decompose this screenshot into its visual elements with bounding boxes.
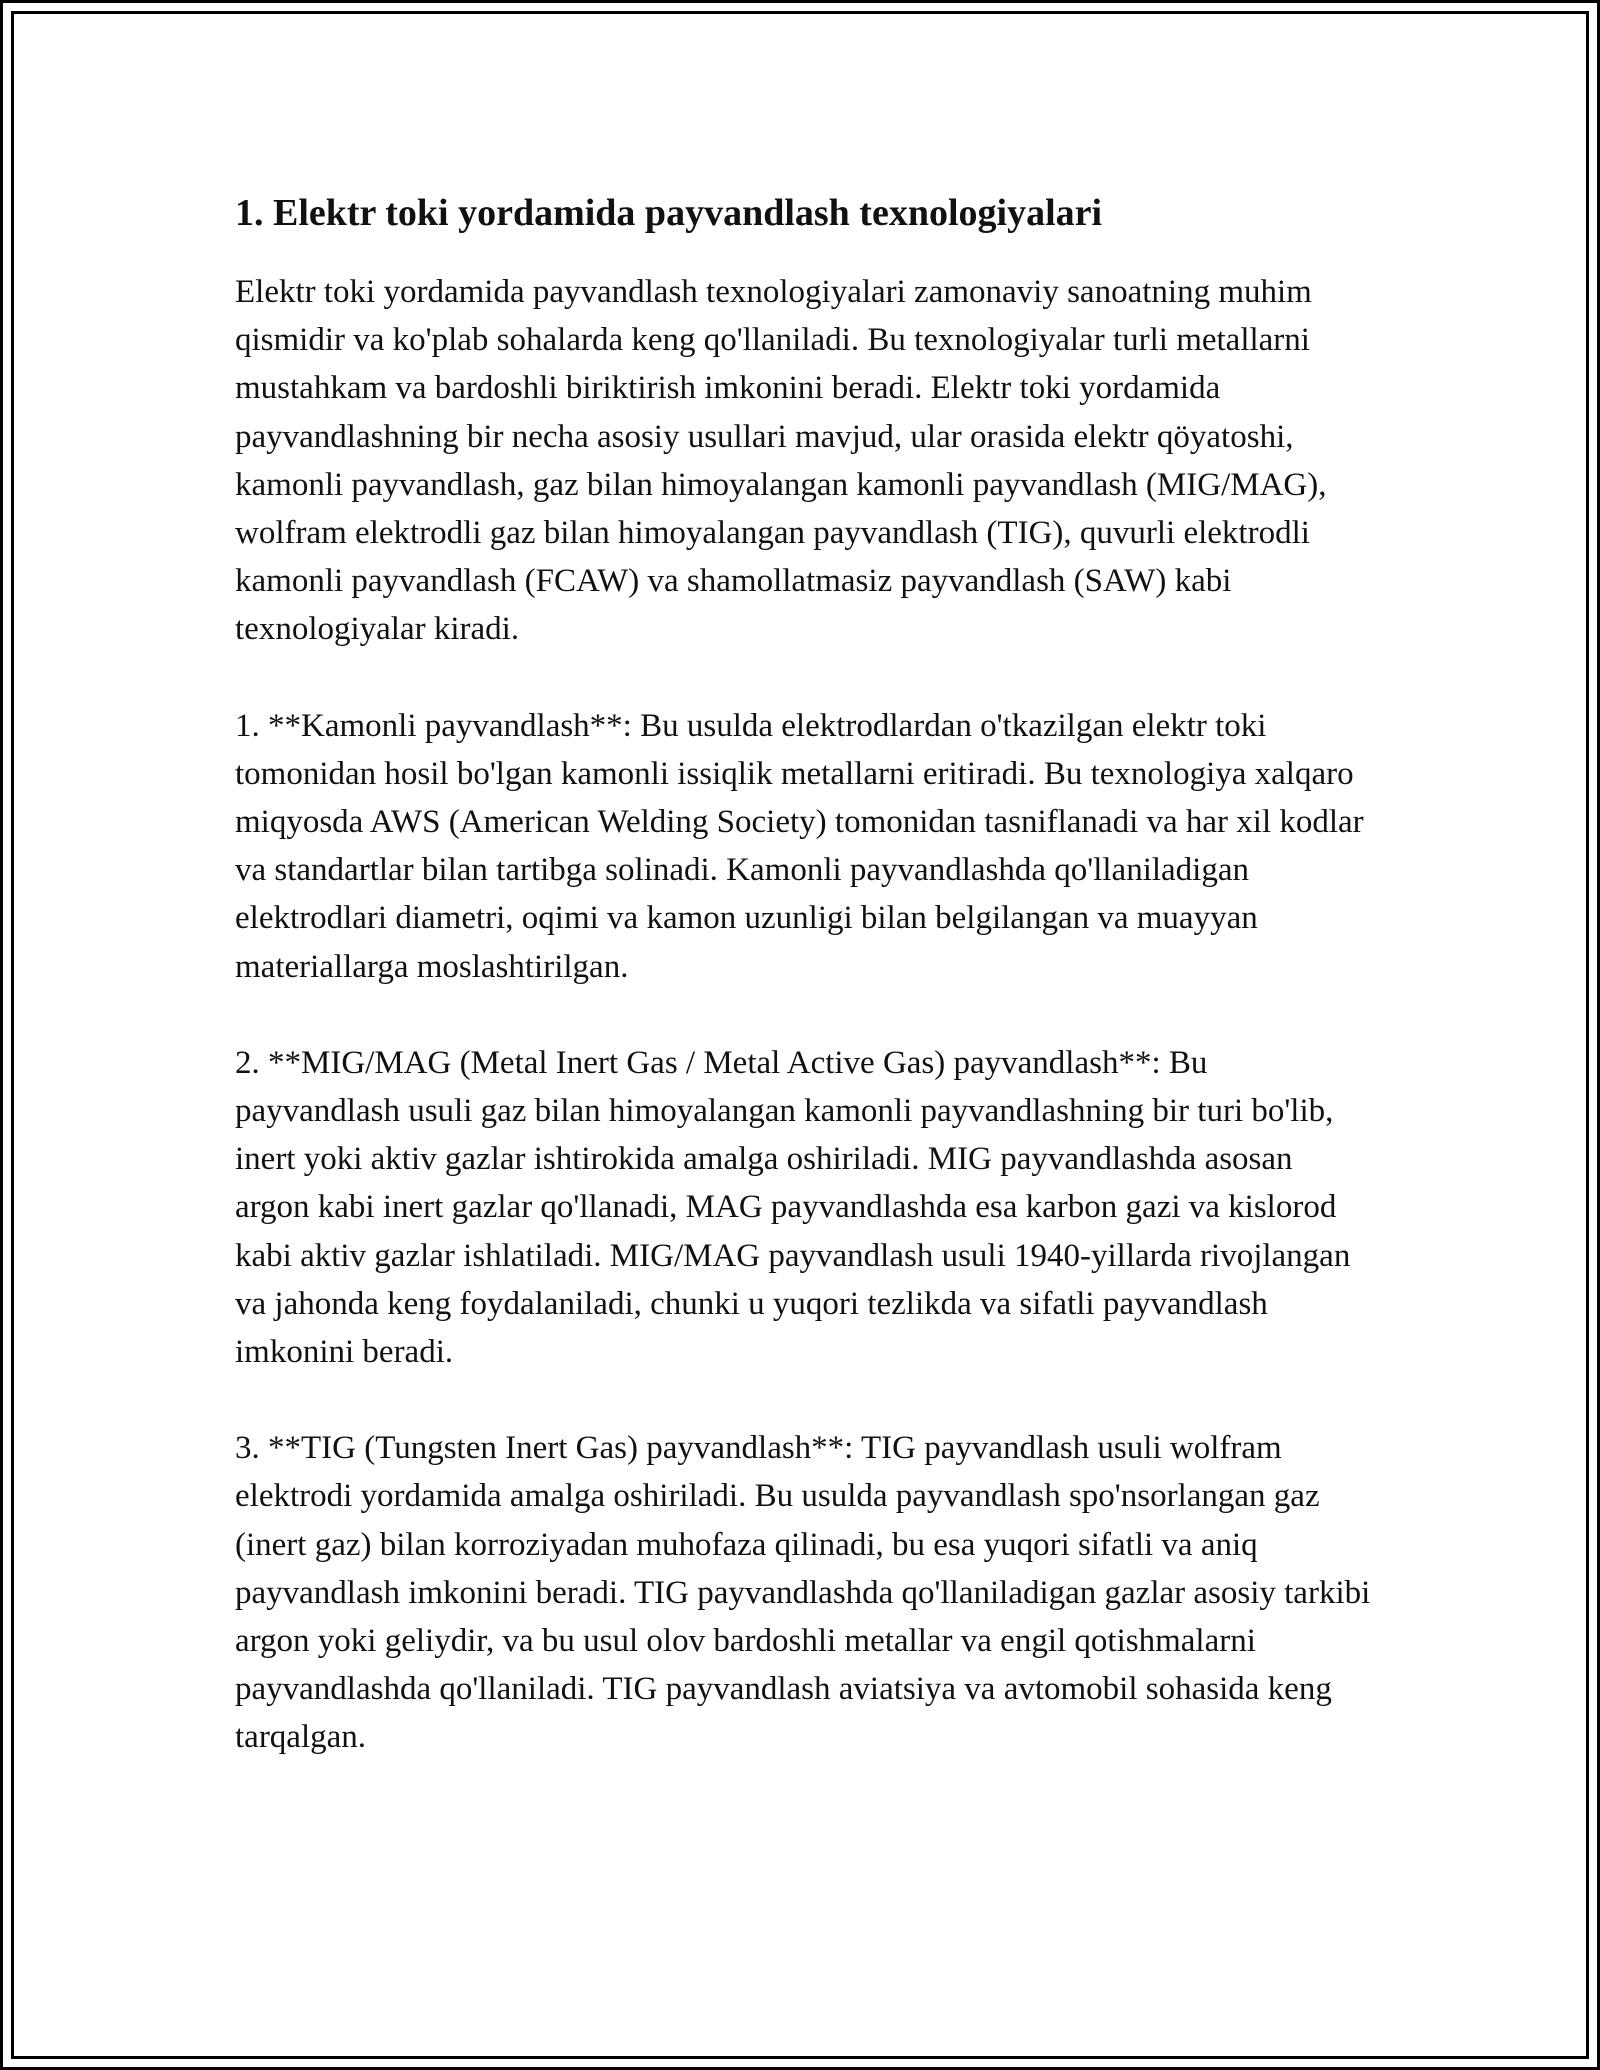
- document-body: [235, 186, 1375, 1810]
- paragraph-mig-mag-welding: 2. **MIG/MAG (Metal Inert Gas / Metal Active Gas) payvandlash**: Bu payvandlash usuli gaz bilan himoyalangan kamonli payvandlashning bir turi bo'lib, inert yoki aktiv gazlar ishtirokida amalga oshiriladi. MIG payvandlashda asosan argon kabi inert gazlar qo'llanadi, MAG payvandlashda esa karbon gazi va kislorod kabi aktiv gazlar ishlatiladi. MIG/MAG payvandlash usuli 1940-yillarda rivojlangan va jahonda keng foydalaniladi, chunki u yuqori tezlikda va sifatli payvandlash imkonini beradi.: [235, 1044, 1351, 1371]
- paragraph-tig-welding: 3. **TIG (Tungsten Inert Gas) payvandlash**: TIG payvandlash usuli wolfram elektrodi yordamida amalga oshiriladi. Bu usulda payvandlash spo'nsorlangan gaz (inert gaz) bilan korroziyadan muhofaza qilinadi, bu esa yuqori sifatli va aniq payvandlash imkonini beradi. TIG payvandlashda qo'llaniladigan gazlar asosiy tarkibi argon yoki geliydir, va bu usul olov bardoshli metallar va engil qotishmalarni payvandlashda qo'llaniladi. TIG payvandlash aviatsiya va avtomobil sohasida keng tarqalgan.: [235, 1430, 1371, 1756]
- paragraph-arc-welding: 1. **Kamonli payvandlash**: Bu usulda elektrodlardan o'tkazilgan elektr toki tomonidan hosil bo'lgan kamonli issiqlik metallarni eritiradi. Bu texnologiya xalqaro miqyosda AWS (American Welding Society) tomonidan tasniflanadi va har xil kodlar va standartlar bilan tartibga solinadi. Kamonli payvandlashda qo'llaniladigan elektrodlari diametri, oqimi va kamon uzunligi bilan belgilangan va muayyan materiallarga moslashtirilgan.: [235, 707, 1364, 985]
- document-title: 1. Elektr toki yordamida payvandlash texnologiyalari: [235, 192, 1103, 234]
- intro-paragraph: Elektr toki yordamida payvandlash texnologiyalari zamonaviy sanoatning muhim qismidir va ko'plab sohalarda keng qo'llaniladi. Bu texnologiyalar turli metallarni mustahkam va bardoshli biriktirish imkonini beradi. Elektr toki yordamida payvandlashning bir necha asosiy usullari mavjud, ular orasida elektr qöyatoshi, kamonli payvandlash, gaz bilan himoyalangan kamonli payvandlash (MIG/MAG), wolfram elektrodli gaz bilan himoyalangan payvandlash (TIG), quvurli elektrodli kamonli payvandlash (FCAW) va shamollatmasiz payvandlash (SAW) kabi texnologiyalar kiradi.: [235, 274, 1327, 648]
